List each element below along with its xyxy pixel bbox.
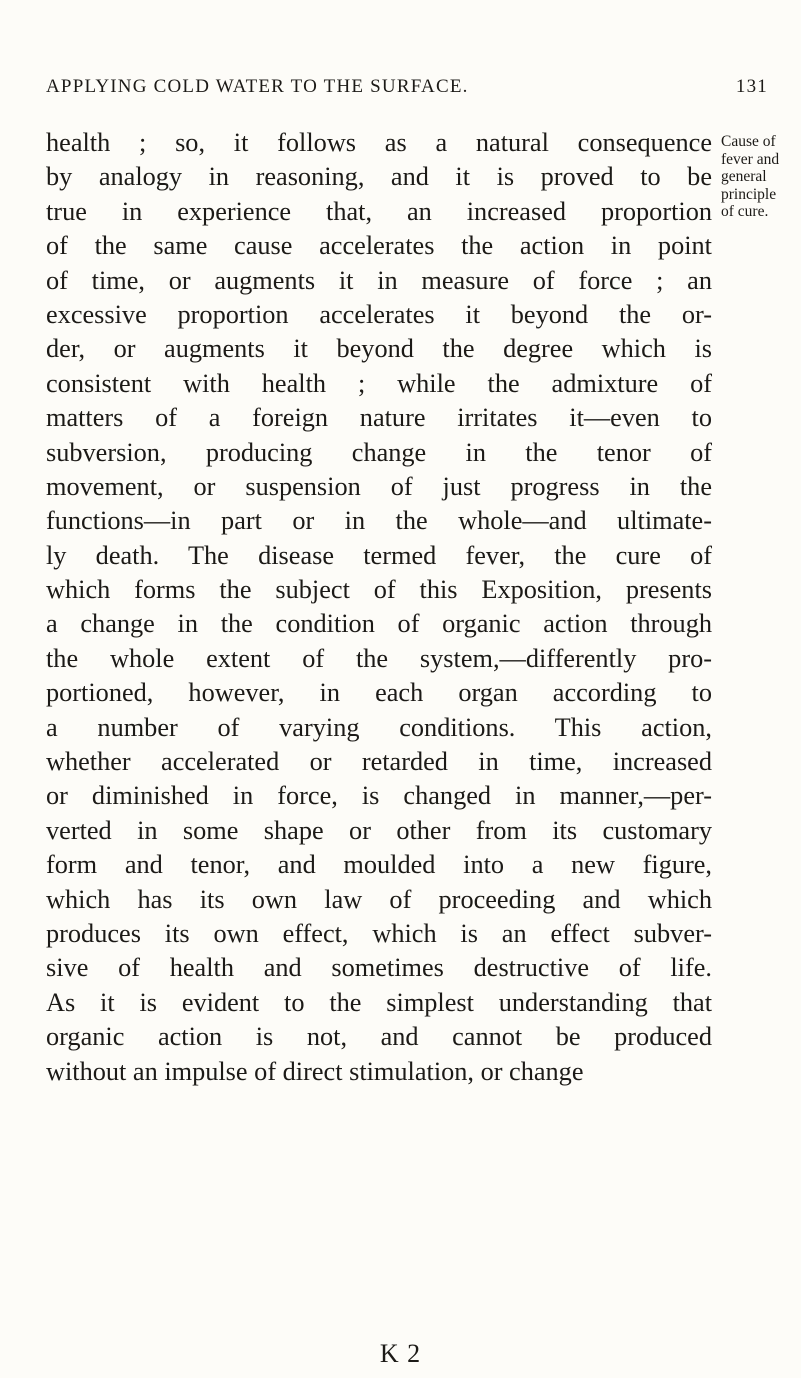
body-line: movement, or suspension of just progress in the — [46, 471, 712, 501]
margin-note-line: Cause of — [721, 133, 776, 150]
body-line: true in experience that, an increased proportion — [46, 196, 712, 226]
body-line: subversion, producing change in the tenor of — [46, 437, 712, 467]
body-line: without an impulse of direct stimulation, or change — [46, 1056, 584, 1086]
body-line: form and tenor, and moulded into a new figure, — [46, 850, 712, 880]
page-number: 131 — [735, 76, 768, 97]
body-line: by analogy in reasoning, and it is proved to be — [46, 162, 712, 192]
body-line: whether accelerated or retarded in time, increased — [46, 747, 712, 777]
body-line: or diminished in force, is changed in manner,—per- — [46, 781, 712, 811]
running-head-title: APPLYING COLD WATER TO THE SURFACE. — [46, 76, 469, 97]
body-line: verted in some shape or other from its customary — [46, 815, 712, 845]
margin-note-line: fever and — [721, 150, 780, 168]
margin-note-line: principle — [721, 185, 777, 203]
body-line: functions—in part or in the whole—and ultimate- — [46, 506, 712, 536]
body-line: matters of a foreign nature irritates it—even to — [46, 403, 712, 433]
body-line: of time, or augments it in measure of force ; an — [46, 265, 712, 295]
margin-note-line: general — [721, 168, 767, 185]
body-line: of the same cause accelerates the action in point — [46, 231, 712, 261]
body-line: the whole extent of the system,—differently pro- — [46, 643, 712, 673]
body-line: portioned, however, in each organ according to — [46, 678, 712, 708]
body-line: produces its own effect, which is an effect subver- — [46, 918, 712, 948]
body-line: consistent with health ; while the admixture of — [46, 368, 712, 398]
running-head — [46, 76, 768, 98]
body-line: excessive proportion accelerates it beyond the or- — [46, 299, 712, 329]
margin-note-line: of cure. — [721, 203, 769, 220]
body-line: which has its own law of proceeding and which — [46, 884, 712, 914]
body-line: sive of health and sometimes destructive of life. — [46, 953, 712, 983]
body-line: a change in the condition of organic action through — [46, 609, 712, 639]
signature-mark: K 2 — [379, 1339, 422, 1368]
body-line: organic action is not, and cannot be produced — [46, 1022, 712, 1052]
body-line: der, or augments it beyond the degree which is — [46, 334, 712, 364]
body-line: health ; so, it follows as a natural consequence — [46, 128, 712, 157]
body-line: which forms the subject of this Exposition, presents — [46, 575, 712, 605]
margin-note — [721, 133, 796, 221]
body-line: a number of varying conditions. This action, — [46, 712, 712, 742]
body-text — [46, 126, 712, 1089]
body-line: As it is evident to the simplest understanding that — [46, 987, 712, 1017]
body-line: ly death. The disease termed fever, the cure of — [46, 540, 712, 570]
